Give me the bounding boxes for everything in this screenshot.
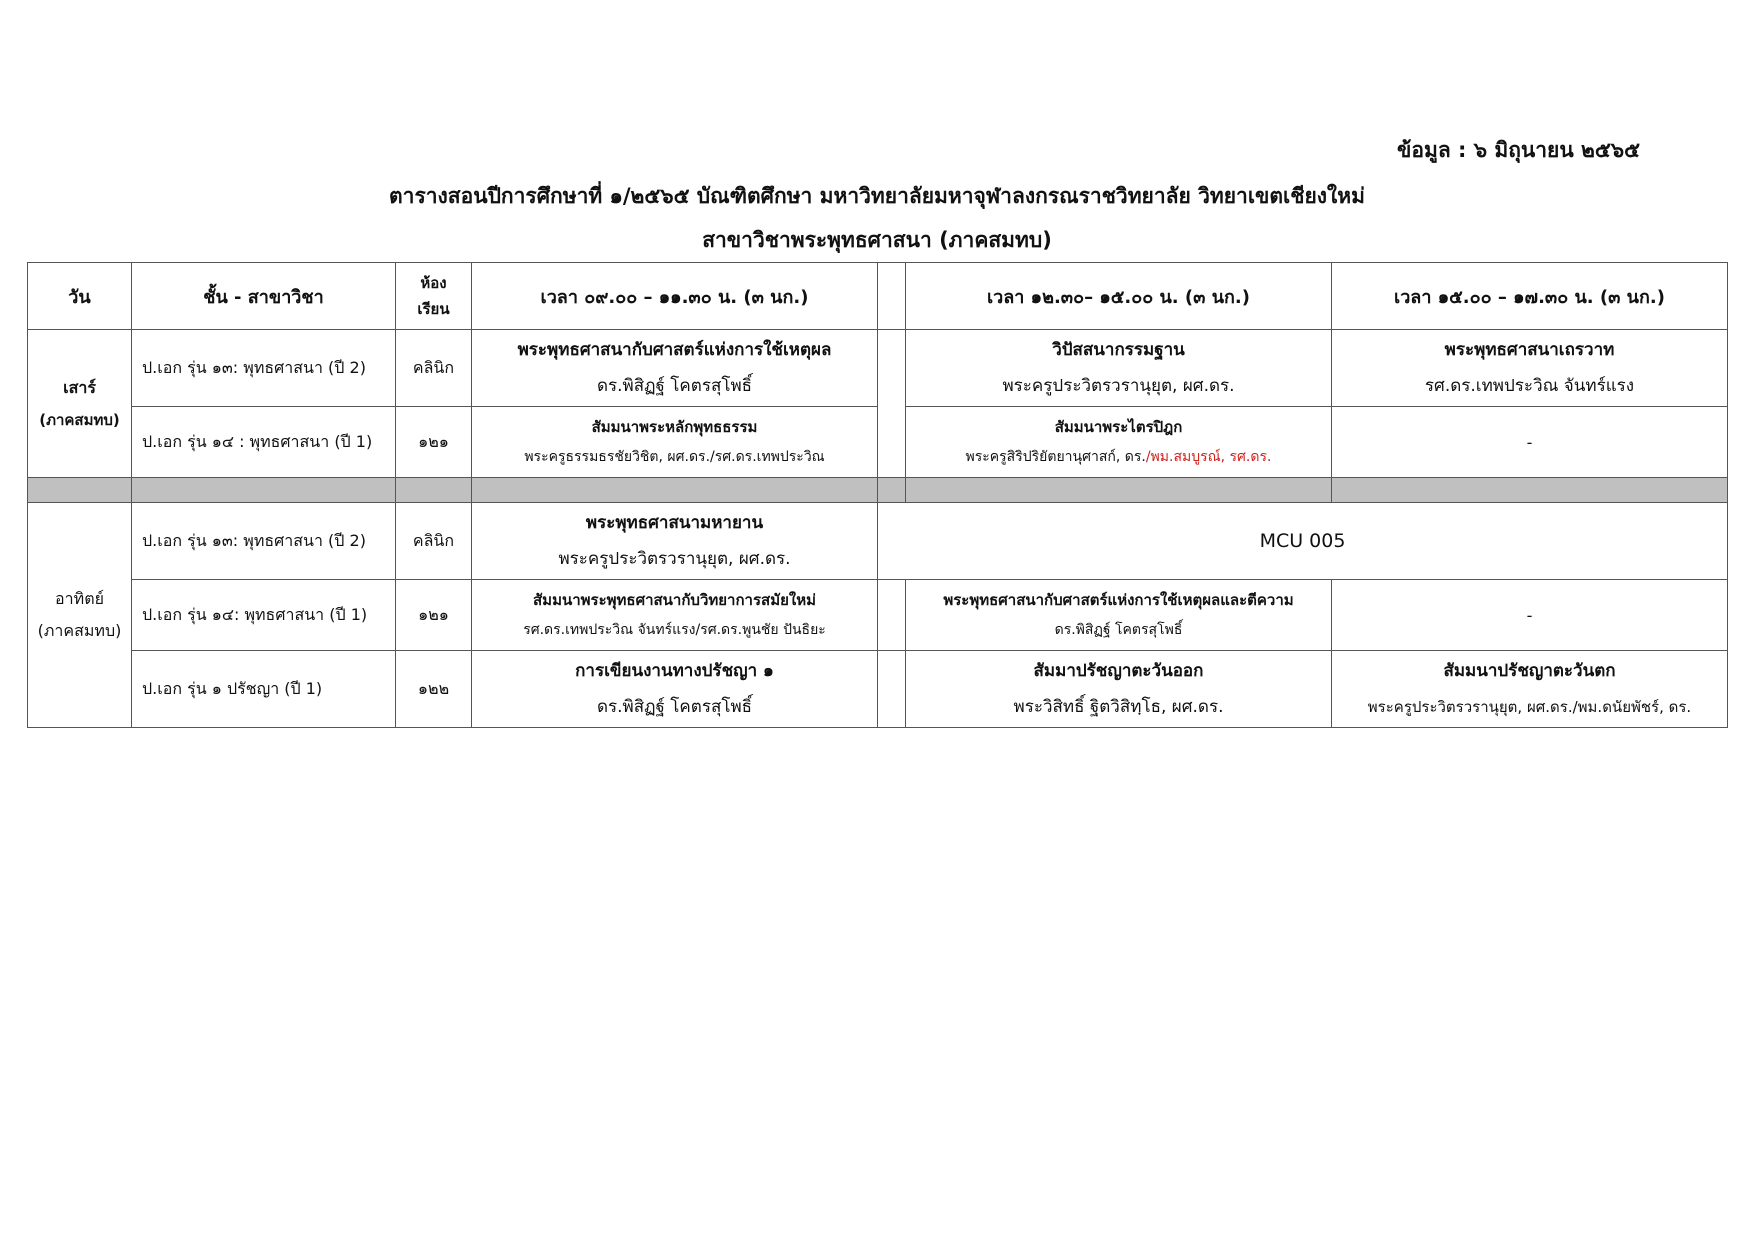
- header-slot3: เวลา ๑๕.๐๐ – ๑๗.๓๐ น. (๓ นก.): [1332, 263, 1728, 330]
- course-instructor: ดร.พิสิฏฐ์ โคตรสุโพธิ์: [1054, 622, 1183, 638]
- room-cell: ๑๒๒: [396, 651, 472, 728]
- class-cell: ป.เอก รุ่น ๑ ปรัชญา (ปี 1): [132, 651, 396, 728]
- course-title: พระพุทธศาสนากับศาสตร์แห่งการใช้เหตุผล: [517, 340, 832, 360]
- instructor-secondary-highlight: /พม.สมบูรณ์, รศ.ดร.: [1145, 449, 1272, 465]
- course-title: วิปัสสนากรรมฐาน: [1052, 340, 1185, 360]
- course-cell: [906, 580, 1332, 651]
- separator-cell: [28, 478, 132, 503]
- course-cell: [1332, 651, 1728, 728]
- day-note: (ภาคสมทบ): [39, 410, 120, 429]
- room-cell: ๑๒๑: [396, 407, 472, 478]
- course-title: สัมมนาพระหลักพุทธธรรม: [591, 418, 758, 436]
- header-room: [396, 263, 472, 330]
- course-instructor: [910, 442, 1327, 472]
- table-row: [28, 330, 1728, 407]
- separator-cell: [906, 478, 1332, 503]
- course-instructor: ดร.พิสิฏฐ์ โคตรสุโพธิ์: [596, 376, 753, 396]
- course-title: พระพุทธศาสนากับศาสตร์แห่งการใช้เหตุผลและตีความ: [943, 591, 1294, 609]
- course-title: สัมมนาปรัชญาตะวันตก: [1443, 661, 1616, 681]
- header-spacer: [878, 263, 906, 330]
- course-title: การเขียนงานทางปรัชญา ๑: [575, 661, 774, 681]
- header-room-line1: ห้อง: [420, 274, 447, 292]
- course-instructor: รศ.ดร.เทพประวิณ จันทร์แรง: [1424, 376, 1635, 396]
- room-cell: คลินิก: [396, 503, 472, 580]
- separator-cell: [396, 478, 472, 503]
- table-row: [28, 651, 1728, 728]
- spacer-cell: [878, 580, 906, 651]
- course-title: สัมมาปรัชญาตะวันออก: [1033, 661, 1204, 681]
- course-title: พระพุทธศาสนาเถรวาท: [1444, 340, 1615, 360]
- separator-row: [28, 478, 1728, 503]
- day-label: เสาร์: [63, 377, 96, 397]
- course-cell: [472, 651, 878, 728]
- header-slot2: เวลา ๑๒.๓๐– ๑๕.๐๐ น. (๓ นก.): [906, 263, 1332, 330]
- merged-slot-cell: MCU 005: [878, 503, 1728, 580]
- spacer-cell: [878, 651, 906, 728]
- table-row: [28, 580, 1728, 651]
- day-note: (ภาคสมทบ): [37, 621, 122, 640]
- course-title: สัมมนาพระไตรปิฎก: [1054, 418, 1183, 436]
- document-subtitle: สาขาวิชาพระพุทธศาสนา (ภาคสมทบ): [702, 228, 1052, 252]
- day-cell-saturday: [28, 330, 132, 478]
- course-cell: [906, 407, 1332, 478]
- course-instructor: พระวิสิทธิ์ ฐิตวิสิทฺโธ, ผศ.ดร.: [1013, 697, 1224, 717]
- class-cell: ป.เอก รุ่น ๑๔: พุทธศาสนา (ปี 1): [132, 580, 396, 651]
- separator-cell: [132, 478, 396, 503]
- separator-cell: [878, 478, 906, 503]
- day-label: อาทิตย์: [55, 589, 104, 608]
- header-day: วัน: [28, 263, 132, 330]
- empty-slot: -: [1332, 407, 1728, 478]
- separator-cell: [472, 478, 878, 503]
- course-cell: [906, 330, 1332, 407]
- document-title: ตารางสอนปีการศึกษาที่ ๑/๒๕๖๕ บัณฑิตศึกษา มหาวิทยาลัยมหาจุฬาลงกรณราชวิทยาลัย วิทยาเขตเชียงใหม่: [389, 184, 1365, 208]
- day-cell-sunday: [28, 503, 132, 728]
- document-date: ข้อมูล : ๖ มิถุนายน ๒๕๖๕: [1397, 138, 1640, 162]
- schedule-table: [27, 262, 1728, 728]
- course-title: สัมมนาพระพุทธศาสนากับวิทยาการสมัยใหม่: [533, 591, 816, 609]
- class-cell: ป.เอก รุ่น ๑๓: พุทธศาสนา (ปี 2): [132, 503, 396, 580]
- course-cell: [906, 651, 1332, 728]
- class-cell: ป.เอก รุ่น ๑๔ : พุทธศาสนา (ปี 1): [132, 407, 396, 478]
- spacer-cell: [878, 330, 906, 478]
- room-cell: คลินิก: [396, 330, 472, 407]
- table-row: [28, 503, 1728, 580]
- header-class: ชั้น - สาขาวิชา: [132, 263, 396, 330]
- instructor-primary: พระครูสิริปริยัตยานุศาสก์, ดร.: [965, 449, 1146, 465]
- empty-slot: -: [1332, 580, 1728, 651]
- course-cell: [472, 330, 878, 407]
- course-cell: [472, 407, 878, 478]
- course-cell: [1332, 330, 1728, 407]
- course-instructor: ดร.พิสิฏฐ์ โคตรสุโพธิ์: [596, 697, 753, 717]
- class-cell: ป.เอก รุ่น ๑๓: พุทธศาสนา (ปี 2): [132, 330, 396, 407]
- table-header-row: [28, 263, 1728, 330]
- course-cell: [472, 580, 878, 651]
- course-instructor: รศ.ดร.เทพประวิณ จันทร์แรง/รศ.ดร.พูนชัย ปันธิยะ: [523, 622, 826, 638]
- course-cell: [472, 503, 878, 580]
- course-instructor: พระครูประวิตรวรานุยุต, ผศ.ดร.: [1002, 376, 1235, 396]
- header-room-line2: เรียน: [417, 300, 450, 318]
- course-instructor: พระครูประวิตรวรานุยุต, ผศ.ดร.: [558, 549, 791, 569]
- course-title: พระพุทธศาสนามหายาน: [585, 513, 764, 533]
- course-instructor: พระครูประวิตรวรานุยุต, ผศ.ดร./พม.ดนัยพัชร์, ดร.: [1367, 698, 1692, 716]
- course-instructor: พระครูธรรมธรชัยวิชิต, ผศ.ดร./รศ.ดร.เทพประวิณ: [524, 449, 825, 465]
- header-slot1: เวลา ๐๙.๐๐ – ๑๑.๓๐ น. (๓ นก.): [472, 263, 878, 330]
- room-cell: ๑๒๑: [396, 580, 472, 651]
- separator-cell: [1332, 478, 1728, 503]
